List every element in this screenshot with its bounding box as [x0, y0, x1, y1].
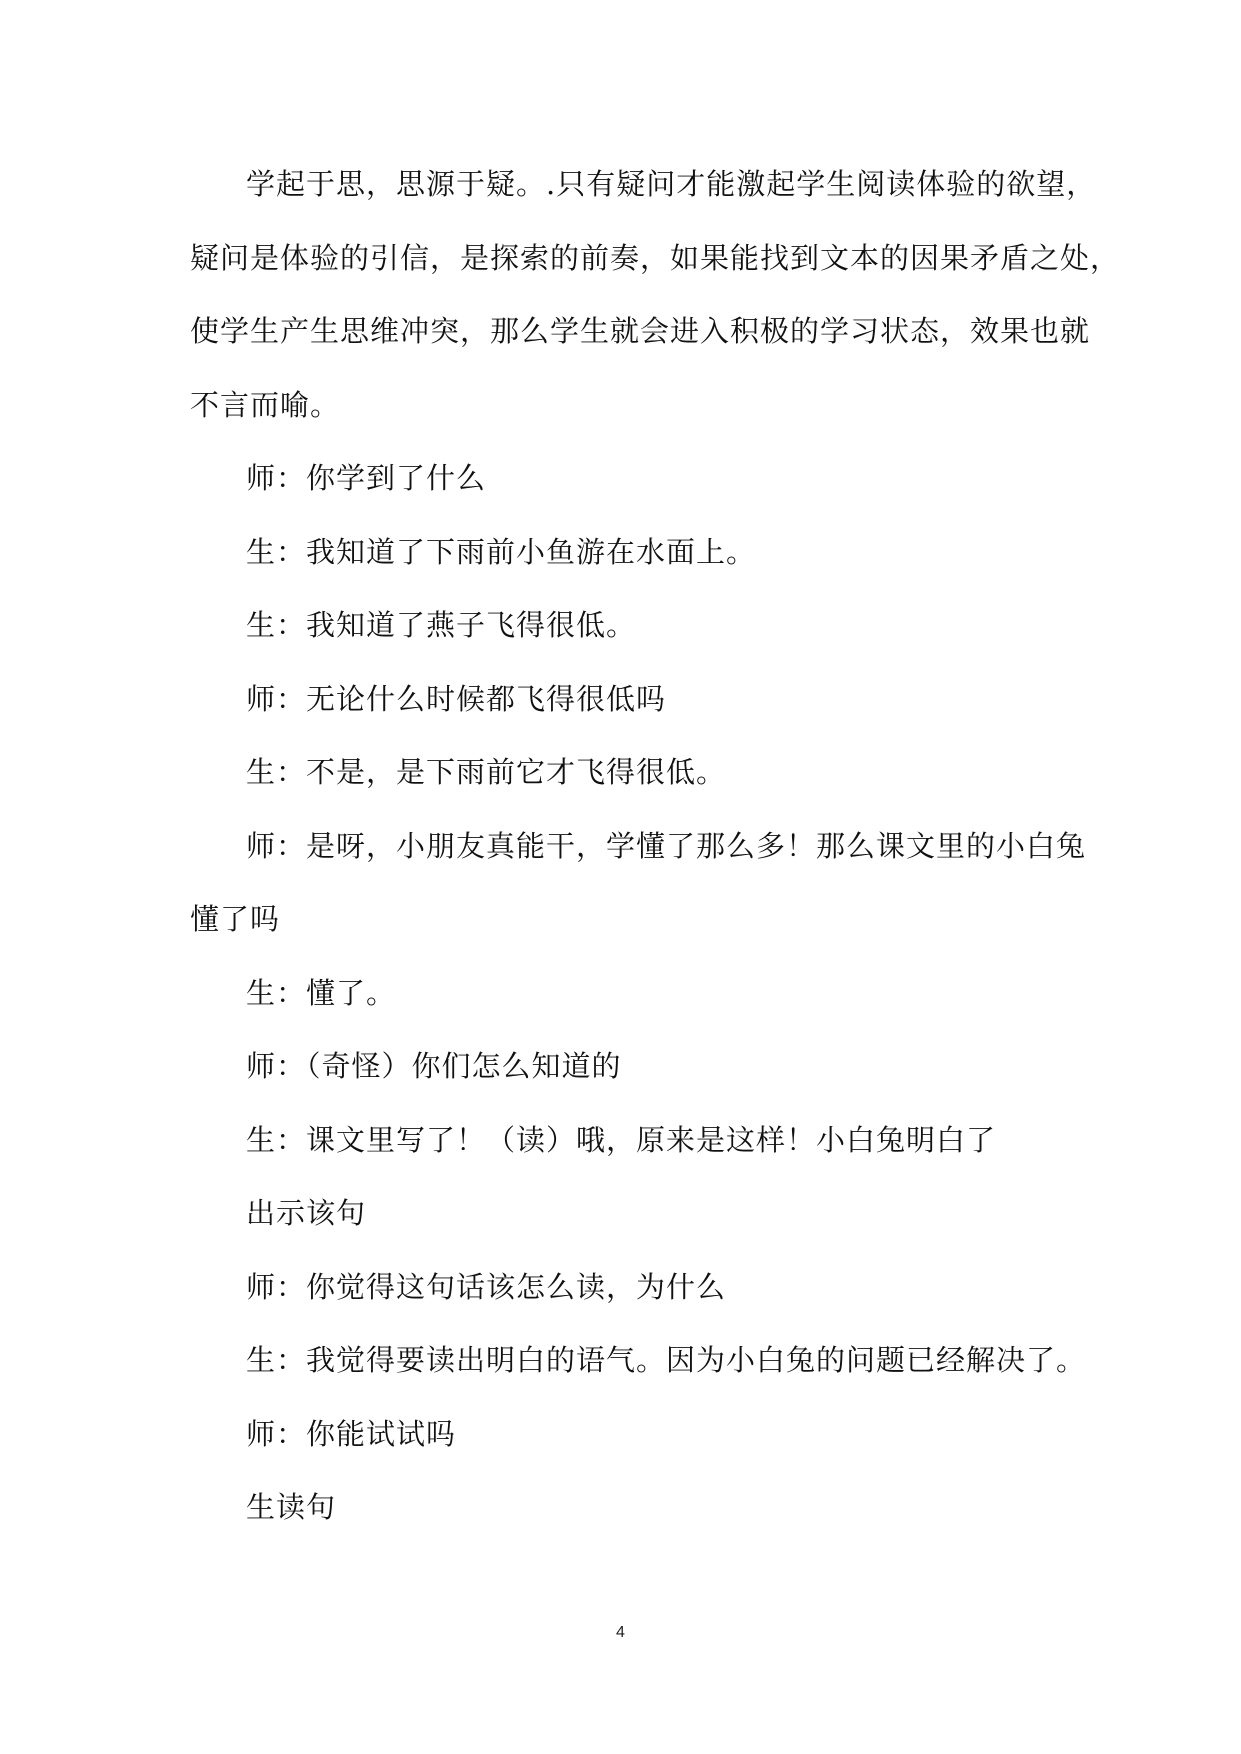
dialogue-line: 师：无论什么时候都飞得很低吗: [246, 681, 667, 716]
page-number: 4: [616, 1624, 625, 1641]
document-body: [190, 148, 1121, 1545]
dialogue-line: 师：你能试试吗: [246, 1416, 457, 1451]
dialogue-line: 生：不是，是下雨前它才飞得很低。: [246, 755, 727, 789]
paragraph-line: 学起于思，思源于疑。.只有疑问才能激起学生阅读体验的欲望，: [246, 167, 1097, 201]
dialogue-line: 生：懂了。: [246, 975, 397, 1010]
dialogue-line: 生：我知道了燕子飞得很低。: [246, 608, 637, 642]
dialogue-line: 生：课文里写了！（读）哦，原来是这样！小白兔明白了: [246, 1122, 997, 1157]
dialogue-line: 生：我知道了下雨前小鱼游在水面上。: [246, 534, 757, 569]
instruction-line: 生读句: [246, 1490, 337, 1524]
dialogue-line: 师：你学到了什么: [246, 461, 487, 495]
paragraph-line: 使学生产生思维冲突，那么学生就会进入积极的学习状态，效果也就: [190, 314, 1091, 348]
dialogue-line: 师：你觉得这句话该怎么读，为什么: [246, 1269, 727, 1304]
dialogue-line: 生：我觉得要读出明白的语气。因为小白兔的问题已经解决了。: [246, 1343, 1087, 1377]
dialogue-line: 师：（奇怪）你们怎么知道的: [246, 1049, 622, 1083]
paragraph-line: 疑问是体验的引信，是探索的前奏，如果能找到文本的因果矛盾之处，: [190, 240, 1121, 275]
dialogue-line-continuation: 懂了吗: [190, 902, 281, 936]
paragraph-line: 不言而喻。: [190, 387, 341, 422]
instruction-line: 出示该句: [246, 1196, 367, 1230]
dialogue-line: 师：是呀，小朋友真能干，学懂了那么多！那么课文里的小白兔: [246, 828, 1087, 863]
